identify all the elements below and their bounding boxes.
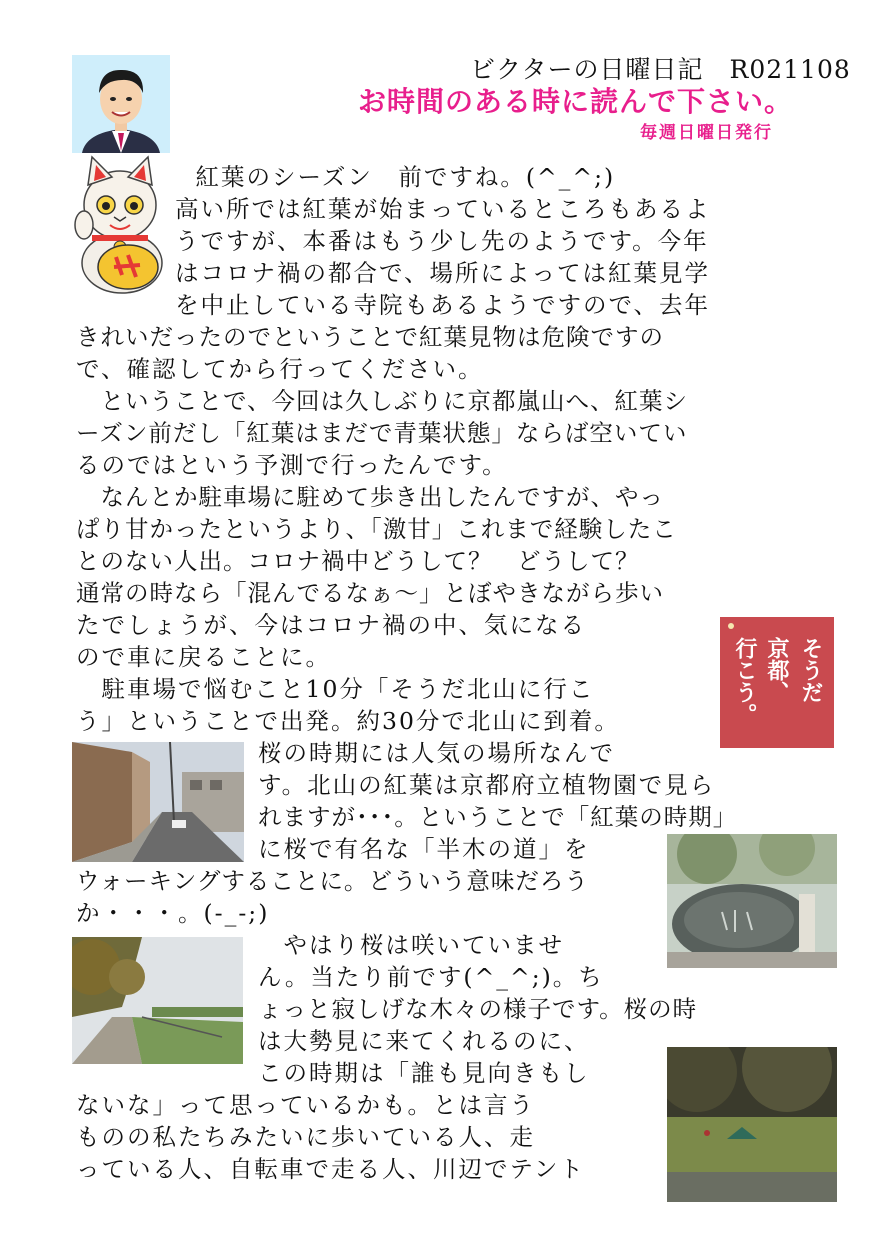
body-line-9: ーズン前だし「紅葉はまだで青葉状態」ならば空いてい <box>76 419 688 447</box>
diary-title: ビクターの日曜日記 R021108 <box>470 55 851 84</box>
body-line-1: 紅葉のシーズン 前ですね。(^_^;) <box>170 163 616 191</box>
author-avatar <box>72 55 170 153</box>
monument-photo <box>667 834 837 968</box>
body-line-25: やはり桜は咲いていませ <box>258 931 564 959</box>
body-line-7: で、確認してから行ってください。 <box>76 355 484 383</box>
body-line-12: ぱり甘かったというより、「激甘」これまで経験したこ <box>76 515 677 543</box>
street-photo <box>72 742 244 862</box>
body-line-30: ないな」って思っているかも。とは言う <box>76 1091 535 1119</box>
body-line-4: はコロナ禍の都合で、場所によっては紅葉見学 <box>175 259 711 287</box>
park-photo <box>667 1047 837 1202</box>
body-line-23: ウォーキングすることに。どういう意味だろう <box>76 867 589 895</box>
weekly-note: 毎週日曜日発行 <box>640 123 773 143</box>
body-line-27: ょっと寂しげな木々の様子です。桜の時 <box>258 995 698 1023</box>
moon-icon <box>728 623 734 629</box>
riverside-path-photo <box>72 937 243 1064</box>
body-line-8: ということで、今回は久しぶりに京都嵐山へ、紅葉シ <box>76 387 689 415</box>
body-line-2: 高い所では紅葉が始まっているところもあるよ <box>175 195 711 223</box>
body-line-14: 通常の時なら「混んでるなぁ～」とぼやきながら歩い <box>76 579 664 607</box>
page-subtitle: お時間のある時に読んで下さい。 <box>358 85 794 118</box>
body-line-17: 駐車場で悩むこと10分「そうだ北山に行こ <box>76 675 595 703</box>
body-line-22: に桜で有名な「半木の道」を <box>258 835 590 863</box>
body-line-20: す。北山の紅葉は京都府立植物園で見ら <box>258 771 716 799</box>
body-line-31: ものの私たちみたいに歩いている人、走 <box>76 1123 535 1151</box>
body-line-18: う」ということで出発。約30分で北山に到着。 <box>76 707 620 735</box>
body-line-29: この時期は「誰も見向きもし <box>258 1059 590 1087</box>
body-line-5: を中止している寺院もあるようですので、去年 <box>175 291 711 319</box>
body-line-32: っている人、自転車で走る人、川辺でテント <box>76 1155 585 1183</box>
body-line-6: きれいだったのでということで紅葉見物は危険ですの <box>76 323 664 351</box>
body-line-28: は大勢見に来てくれるのに、 <box>258 1027 590 1055</box>
lucky-cat-illustration <box>70 155 170 295</box>
poster-line3: 行こう。 <box>732 637 757 725</box>
body-line-10: るのではという予測で行ったんです。 <box>76 451 508 479</box>
body-line-19: 桜の時期には人気の場所なんで <box>258 739 615 767</box>
body-line-16: ので車に戻ることに。 <box>76 643 331 671</box>
body-line-15: たでしょうが、今はコロナ禍の中、気になる <box>76 611 586 639</box>
body-line-24: か・・・。(-_-;) <box>76 899 270 927</box>
body-line-13: とのない人出。コロナ禍中どうして？ どうして？ <box>76 547 640 575</box>
body-line-26: ん。当たり前です(^_^;)。ち <box>258 963 604 991</box>
body-line-11: なんとか駐車場に駐めて歩き出したんですが、やっ <box>76 483 664 511</box>
poster-line1: そうだ <box>798 637 823 703</box>
body-line-21: れますが･･･。ということで「紅葉の時期」 <box>258 803 738 831</box>
body-line-3: うですが、本番はもう少し先のようです。今年 <box>175 227 709 255</box>
kyoto-campaign-poster <box>720 617 834 748</box>
poster-line2: 京都、 <box>764 637 789 703</box>
